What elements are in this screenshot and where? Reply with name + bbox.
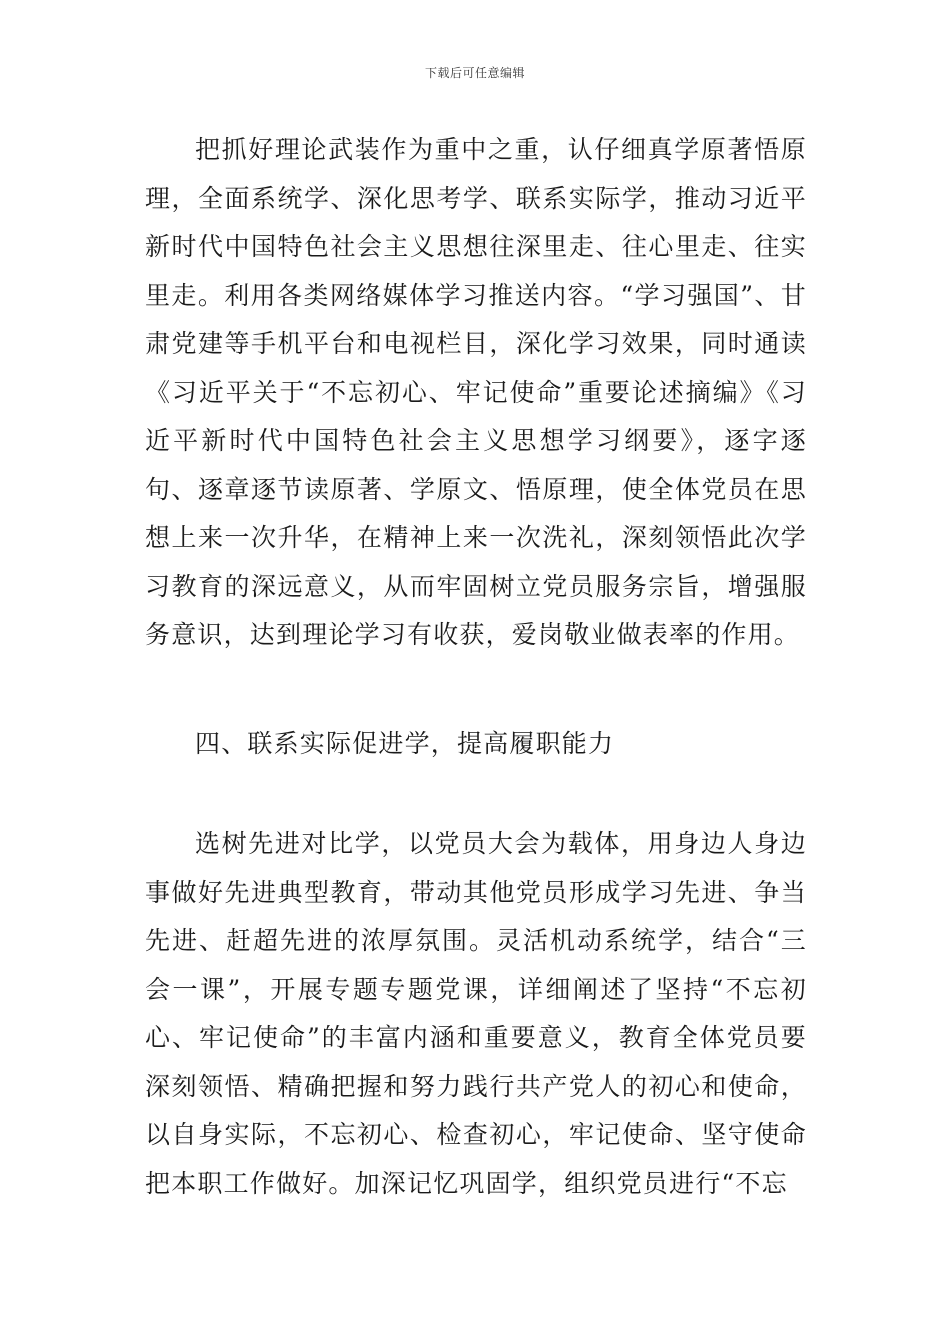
page-header: 下载后可任意编辑 — [424, 66, 525, 80]
section-heading: 四、联系实际促进学，提高履职能力 — [195, 729, 615, 758]
body-paragraph: 把抓好理论武装作为重中之重，认仔细真学原著悟原理，全面系统学、深化思考学、联系实际学，推动习近平新时代中国特色社会主义思想往深里走、往心里走、往实里走。利用各类网络媒体学习推送内容。“学习强国”、甘肃党建等手机平台和电视栏目，深化学习效果，同时通读《习近平关于“不忘初心、牢记使命”重要论述摘编》《习近平新时代中国特色社会主义思想学习纲要》，逐字逐句、逐章逐节读原著、学原文、悟原理，使全体党员在思想上来一次升华，在精神上来一次洗礼，深刻领悟此次学习教育的深远意义，从而牢固树立党员服务宗旨，增强服务意识，达到理论学习有收获，爱岗敬业做表率的作用。 — [145, 135, 807, 649]
body-paragraph: 选树先进对比学，以党员大会为载体，用身边人身边事做好先进典型教育，带动其他党员形成学习先进、争当先进、赶超先进的浓厚氛围。灵活机动系统学，结合“三会一课”，开展专题专题党课，详细阐述了坚持“不忘初心、牢记使命”的丰富内涵和重要意义，教育全体党员要深刻领悟、精确把握和努力践行共产党人的初心和使命，以自身实际，不忘初心、检查初心，牢记使命、坚守使命把本职工作做好。加深记忆巩固学，组织党员进行“不忘 — [145, 829, 807, 1198]
